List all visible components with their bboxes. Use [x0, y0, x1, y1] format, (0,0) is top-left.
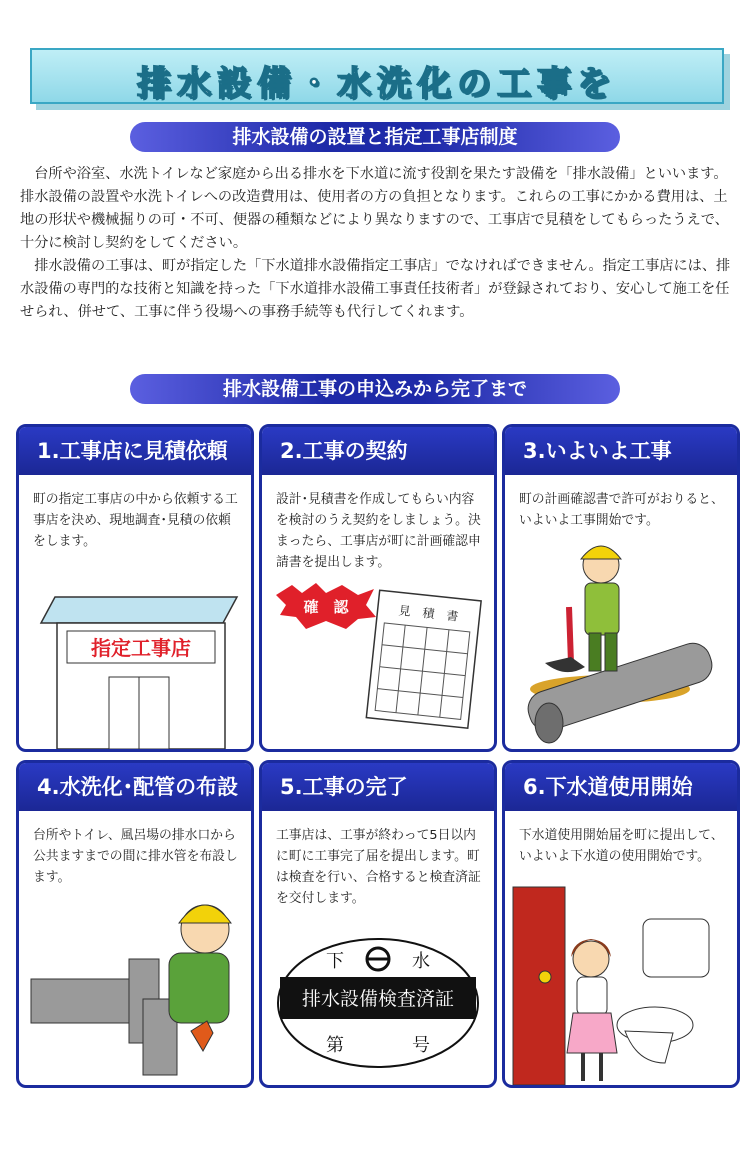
page-title: 排水設備・水洗化の工事を [137, 64, 617, 104]
step-text: 町の指定工事店の中から依頼する工事店を決め、現地調査･見積の依頼をします。 [33, 492, 238, 549]
shop-illustration [19, 427, 251, 749]
toilet-illustration [505, 763, 737, 1085]
step-text: 工事店は、工事が終わって5日以内に町に工事完了届を提出します。町は検査を行い、合格すると検査済証を交付します。 [276, 828, 481, 906]
shop-sign-text: 指定工事店 [91, 636, 191, 660]
worker-pipe-illustration [19, 763, 251, 1085]
estimate-document [366, 590, 481, 728]
badge-top-right: 水 [412, 951, 430, 972]
step-title: 1.工事店に見積依頼 [19, 427, 251, 475]
step-card-1 [16, 424, 254, 752]
step-title: 5.工事の完了 [262, 763, 494, 811]
step-card-4 [16, 760, 254, 1088]
worker-digging-illustration [505, 427, 737, 749]
badge-top-left: 下 [326, 951, 344, 972]
step-card-5 [259, 760, 497, 1088]
step-title: 4.水洗化･配管の布設 [19, 763, 251, 811]
badge-bottom-left: 第 [326, 1035, 344, 1056]
step-text: 台所やトイレ、風呂場の排水口から公共ますまでの間に排水管を布設します。 [33, 828, 238, 885]
step-text: 設計･見積書を作成してもらい内容を検討のうえ契約をしましょう。決まったら、工事店が町に計画確認申請書を提出します。 [276, 492, 481, 570]
step-card-6 [502, 760, 740, 1088]
badge-bottom-right: 号 [412, 1035, 430, 1056]
intro-text [20, 163, 732, 324]
document-title: 見 積 書 [397, 603, 460, 624]
section-heading-designation: 排水設備の設置と指定工事店制度 [130, 122, 620, 152]
intro-paragraph-1: 台所や浴室、水洗トイレなど家庭から出る排水を下水道に流す役割を果たす設備を「排水設備」といいます。排水設備の設置や水洗トイレへの改造費用は、使用者の方の負担となります。これらの工事にかかる費用は、土地の形状や機械掘りの可・不可、便器の種類などにより異なりますので、工事店で見積をしてもらったうえで、十分に検討し契約をしてください。 [20, 166, 729, 251]
inspection-badge [262, 763, 494, 1085]
step-title: 3.いよいよ工事 [505, 427, 737, 475]
step-title: 2.工事の契約 [262, 427, 494, 475]
step-title: 6.下水道使用開始 [505, 763, 737, 811]
step-text: 下水道使用開始届を町に提出して、いよいよ下水道の使用開始です。 [519, 828, 724, 864]
step-text: 町の計画確認書で許可がおりると、いよいよ工事開始です。 [519, 492, 724, 528]
intro-paragraph-2: 排水設備の工事は、町が指定した「下水道排水設備指定工事店」でなければできません。指定工事店には、排水設備の専門的な技術と知識を持った「下水道排水設備工事責任技術者」が登録されており、安心して施工を任せられ、併せて、工事に伴う役場への事務手続等も代行してくれます。 [20, 258, 731, 320]
page-banner [30, 48, 724, 104]
confirm-stamp-text: 確 認 [303, 598, 349, 616]
step-card-2 [259, 424, 497, 752]
section-heading-process: 排水設備工事の申込みから完了まで [130, 374, 620, 404]
estimate-illustration [262, 427, 494, 749]
step-card-3 [502, 424, 740, 752]
badge-main-text: 排水設備検査済証 [301, 988, 455, 1010]
